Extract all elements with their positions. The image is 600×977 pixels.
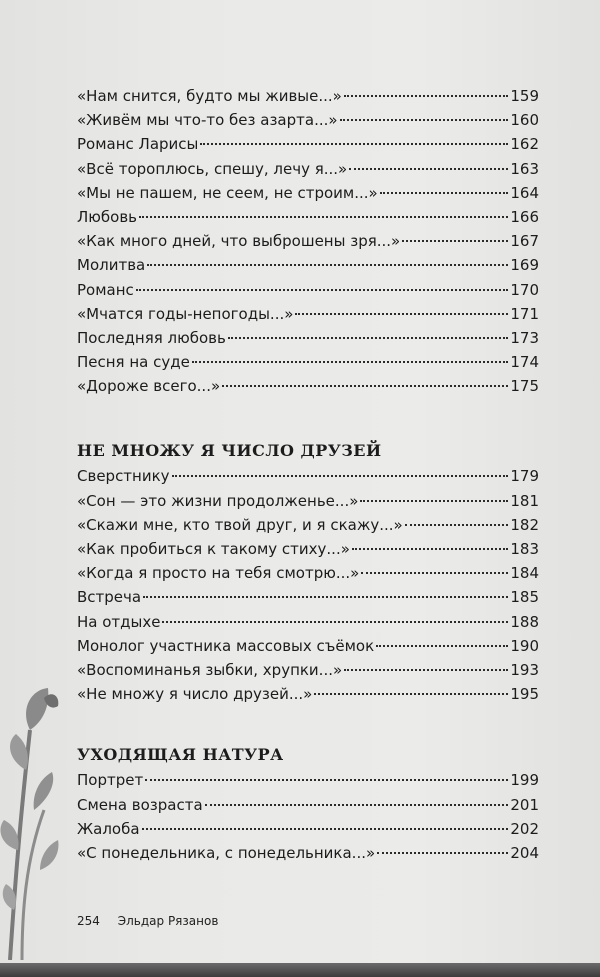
table-of-contents bbox=[77, 84, 539, 865]
toc-section bbox=[77, 742, 539, 865]
toc-entry bbox=[77, 229, 539, 253]
entry-title: «Нам снится, будто мы живые...» bbox=[77, 87, 342, 105]
toc-entry bbox=[77, 537, 539, 561]
dot-leader bbox=[360, 500, 508, 502]
entry-page-number: 179 bbox=[510, 467, 539, 486]
toc-entry bbox=[77, 132, 539, 156]
dot-leader bbox=[376, 645, 508, 647]
toc-entry bbox=[77, 634, 539, 658]
toc-entry bbox=[77, 84, 539, 108]
entry-title: «Живём мы что-то без азарта...» bbox=[77, 111, 338, 130]
entry-title: Песня на суде bbox=[77, 353, 190, 372]
toc-entry bbox=[77, 108, 539, 132]
entry-title: «Не множу я число друзей...» bbox=[77, 685, 313, 704]
entry-page-number: 204 bbox=[510, 843, 539, 862]
entry-title: «С понедельника, с понедельника...» bbox=[77, 843, 376, 862]
entry-title: Монолог участника массовых съёмок bbox=[77, 636, 375, 655]
dot-leader bbox=[349, 168, 508, 170]
entry-title: Молитва bbox=[77, 256, 146, 275]
toc-entry bbox=[77, 278, 539, 302]
entry-page-number: 193 bbox=[510, 660, 539, 679]
entry-page-number: 201 bbox=[510, 795, 539, 814]
toc-entry bbox=[77, 464, 539, 488]
dot-leader bbox=[192, 361, 509, 363]
entry-page-number: 170 bbox=[510, 280, 539, 299]
entry-page-number: 164 bbox=[510, 183, 539, 202]
dot-leader bbox=[228, 337, 509, 339]
toc-entry bbox=[77, 181, 539, 205]
dot-leader bbox=[139, 216, 508, 218]
dot-leader bbox=[142, 828, 509, 830]
toc-section bbox=[77, 84, 539, 398]
entry-title: Сверстнику bbox=[77, 467, 170, 486]
entry-page-number: 174 bbox=[510, 353, 539, 372]
toc-entry bbox=[77, 374, 539, 398]
toc-entry bbox=[77, 253, 539, 277]
entry-page-number: 166 bbox=[510, 207, 539, 226]
entry-page-number: 182 bbox=[510, 515, 539, 534]
dot-leader bbox=[162, 621, 508, 623]
toc-entry bbox=[77, 793, 539, 817]
entry-title: «Как много дней, что выброшены зря...» bbox=[77, 232, 401, 251]
plant-illustration bbox=[0, 660, 60, 960]
toc-entry bbox=[77, 326, 539, 350]
toc-entry bbox=[77, 682, 539, 706]
entry-title: «Мчатся годы-непогоды...» bbox=[77, 304, 294, 323]
entry-page-number: 167 bbox=[510, 232, 539, 251]
dot-leader bbox=[314, 693, 508, 695]
entry-page-number: 185 bbox=[510, 588, 539, 607]
toc-entry bbox=[77, 157, 539, 181]
entry-title: На отдыхе bbox=[77, 612, 161, 631]
entry-title: «Сон — это жизни продолженье...» bbox=[77, 491, 359, 510]
dot-leader bbox=[200, 143, 508, 145]
dot-leader bbox=[143, 596, 508, 598]
entry-page-number: 163 bbox=[510, 159, 539, 178]
page-bottom-edge bbox=[0, 963, 600, 977]
entry-page-number: 169 bbox=[510, 256, 539, 275]
toc-entry bbox=[77, 489, 539, 513]
dot-leader bbox=[352, 548, 508, 550]
entry-page-number: 195 bbox=[510, 685, 539, 704]
toc-entry bbox=[77, 585, 539, 609]
page-number: 254 bbox=[77, 914, 100, 928]
entry-title: «Мы не пашем, не сеем, не строим...» bbox=[77, 183, 378, 202]
dot-leader bbox=[344, 669, 508, 671]
entry-page-number: 190 bbox=[510, 636, 539, 655]
toc-section bbox=[77, 438, 539, 706]
toc-entry bbox=[77, 841, 539, 865]
entry-title: «Воспоминанья зыбки, хрупки...» bbox=[77, 660, 343, 679]
entry-page-number: 181 bbox=[510, 491, 539, 510]
entry-page-number: 175 bbox=[510, 377, 539, 396]
dot-leader bbox=[136, 289, 509, 291]
entry-title: «Как пробиться к такому стиху...» bbox=[77, 540, 350, 558]
dot-leader bbox=[340, 119, 509, 121]
toc-entry bbox=[77, 350, 539, 374]
entry-page-number: 171 bbox=[510, 304, 539, 323]
toc-entry bbox=[77, 768, 539, 792]
dot-leader bbox=[361, 572, 508, 574]
entry-page-number: 184 bbox=[510, 564, 539, 583]
entry-title: Смена возраста bbox=[77, 795, 203, 814]
author-name: Эльдар Рязанов bbox=[117, 914, 219, 928]
entry-title: «Когда я просто на тебя смотрю...» bbox=[77, 564, 360, 583]
entry-title: «Дороже всего...» bbox=[77, 377, 221, 396]
toc-entry bbox=[77, 561, 539, 585]
dot-leader bbox=[344, 95, 509, 97]
toc-entry bbox=[77, 610, 539, 634]
section-heading: УХОДЯЩАЯ НАТУРА bbox=[77, 745, 284, 765]
entry-title: Встреча bbox=[77, 588, 142, 607]
entry-page-number: 159 bbox=[510, 87, 539, 105]
entry-title: «Скажи мне, кто твой друг, и я скажу...» bbox=[77, 515, 403, 534]
dot-leader bbox=[405, 524, 509, 526]
entry-page-number: 183 bbox=[510, 540, 539, 558]
entry-title: Жалоба bbox=[77, 819, 140, 838]
toc-entry bbox=[77, 658, 539, 682]
page-footer bbox=[77, 914, 218, 928]
entry-title: Портрет bbox=[77, 771, 144, 790]
dot-leader bbox=[172, 475, 509, 477]
entry-title: Романс Ларисы bbox=[77, 135, 199, 154]
dot-leader bbox=[145, 779, 508, 781]
dot-leader bbox=[377, 852, 508, 854]
entry-page-number: 202 bbox=[510, 819, 539, 838]
section-heading: НЕ МНОЖУ Я ЧИСЛО ДРУЗЕЙ bbox=[77, 441, 382, 461]
dot-leader bbox=[380, 192, 509, 194]
entry-title: Любовь bbox=[77, 207, 138, 226]
toc-entry bbox=[77, 205, 539, 229]
entry-page-number: 162 bbox=[510, 135, 539, 154]
toc-entry bbox=[77, 513, 539, 537]
toc-entry bbox=[77, 302, 539, 326]
dot-leader bbox=[295, 313, 508, 315]
toc-entry bbox=[77, 817, 539, 841]
dot-leader bbox=[222, 385, 508, 387]
dot-leader bbox=[205, 804, 509, 806]
entry-title: Последняя любовь bbox=[77, 328, 226, 347]
entry-page-number: 160 bbox=[510, 111, 539, 130]
entry-page-number: 173 bbox=[510, 328, 539, 347]
entry-title: «Всё тороплюсь, спешу, лечу я...» bbox=[77, 159, 348, 178]
entry-page-number: 199 bbox=[510, 771, 539, 790]
entry-title: Романс bbox=[77, 280, 134, 299]
entry-page-number: 188 bbox=[510, 612, 539, 631]
dot-leader bbox=[402, 240, 508, 242]
dot-leader bbox=[147, 264, 508, 266]
